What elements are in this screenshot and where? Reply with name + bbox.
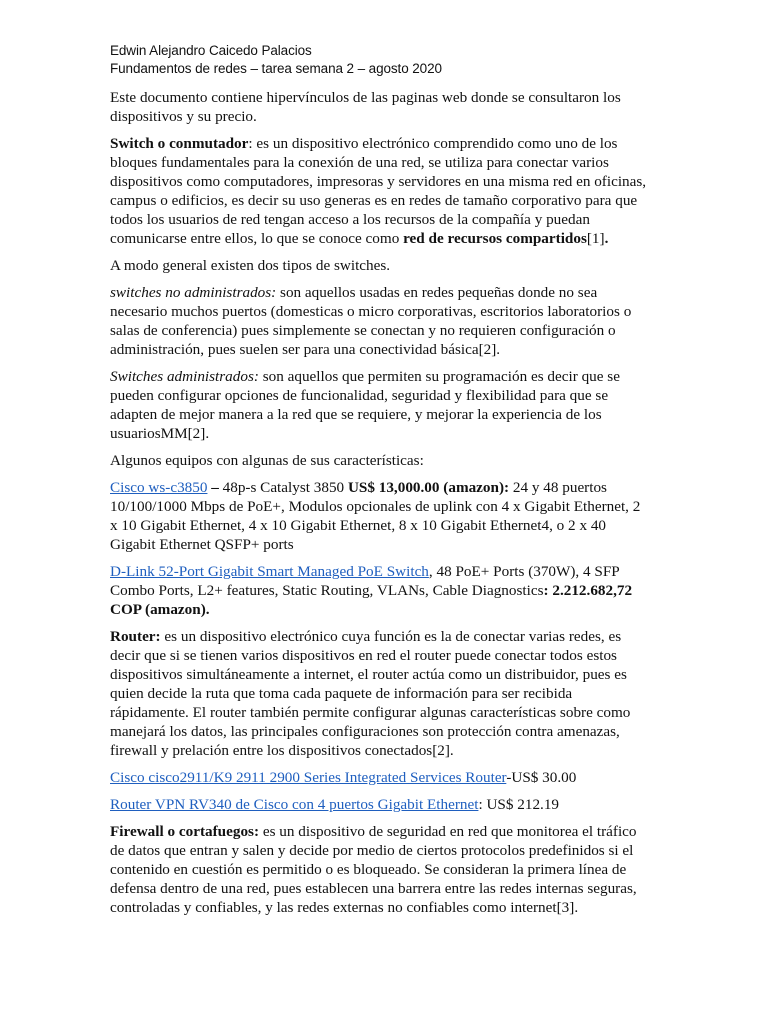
unmanaged-term: switches no administrados:	[110, 284, 277, 301]
dlink-switch-desc: , 48 PoE+ Ports (370W), 4 SFP Combo Ports, L2+ features, Static Routing, VLANs, Cable Diagnostics	[110, 563, 620, 599]
vpn-router-price: : US$ 212.19	[478, 796, 560, 813]
switch-paragraph	[110, 134, 650, 248]
vpn-router-paragraph	[110, 795, 650, 814]
router-text: es un dispositivo electrónico cuya función es la de conectar varias redes, es decir que si se tienen varios dispositivos en red el router puede conectar todos estos dispositivos simultáneamente a internet, el router actúa como un distribuidor, pues es quien decide la ruta que toma cada paquete de información para ser recibida rápidamente. El router también permite configurar algunas características sobre como manejará los datos, las principales configuraciones son protección contra amenazas, firewall y prelación entre los dispositivos conectados[2].	[110, 628, 631, 759]
unmanaged-text: son aquellos usadas en redes pequeñas donde no sea necesario muchos puertos (domesticas o micro corporativas, escritorios laboratorios o salas de conferencia) pues simplemente se conectan y no requieren configuración o administración, pues suelen ser para una conectividad básica[2].	[110, 284, 632, 358]
cisco-router-price: -US$ 30.00	[506, 769, 577, 786]
vpn-router-link[interactable]: Router VPN RV340 de Cisco con 4 puertos Gigabit Ethernet	[110, 796, 479, 813]
cisco-switch-dash: –	[207, 479, 223, 496]
cisco-switch-paragraph	[110, 478, 650, 554]
author-name: Edwin Alejandro Caicedo Palacios	[110, 43, 312, 58]
switch-ref: [1]	[586, 230, 605, 247]
switch-term: Switch o conmutador	[110, 135, 249, 152]
cisco-switch-desc: 24 y 48 puertos 10/100/1000 Mbps de PoE+, Modulos opcionales de uplink con 4 x Gigabit Ethernet, 2 x 10 Gigabit Ethernet, 4 x 10 Gigabit Ethernet, 8 x 10 Gigabit Ethernet4, o 2 x 40 Gigabit Ethernet QSFP+ ports	[110, 479, 641, 553]
course-line: Fundamentos de redes – tarea semana 2 – agosto 2020	[110, 61, 442, 76]
cisco-switch-price: US$ 13,000.00 (amazon):	[347, 479, 510, 496]
firewall-paragraph	[110, 822, 650, 917]
managed-paragraph	[110, 367, 650, 443]
firewall-text: es un dispositivo de seguridad en red que monitorea el tráfico de datos que entran y salen y decide por medio de ciertos protocolos predefinidos si el contenido en cuestión es permitido o es bloqueado. Se consideran la primera línea de defensa dentro de una red, pues establecen una barrera entre las redes internas seguras, controladas y confiables, y las redes externas no confiables como internet[3].	[110, 823, 637, 916]
dlink-switch-price: : 2.212.682,72 COP (amazon).	[110, 582, 633, 618]
cisco-router-link[interactable]: Cisco cisco2911/K9 2911 2900 Series Integrated Services Router	[110, 769, 507, 786]
unmanaged-paragraph	[110, 283, 650, 359]
document-page	[110, 42, 650, 925]
managed-term: Switches administrados:	[110, 368, 259, 385]
switch-end: .	[604, 230, 609, 247]
dlink-switch-link[interactable]: D-Link 52-Port Gigabit Smart Managed PoE Switch	[110, 563, 429, 580]
cisco-switch-link[interactable]: Cisco ws-c3850	[110, 479, 208, 496]
types-intro: A modo general existen dos tipos de switches.	[110, 257, 391, 274]
firewall-term: Firewall o cortafuegos:	[110, 823, 260, 840]
managed-text: son aquellos que permiten su programación es decir que se pueden configurar opciones de funcionalidad, seguridad y flexibilidad para que se adapten de mejor manera a la red que se requiere, y mejorar la experiencia de los usuariosMM[2].	[110, 368, 620, 442]
switch-emphasis: red de recursos compartidos	[403, 230, 587, 247]
cisco-router-paragraph	[110, 768, 650, 787]
cisco-switch-model: 48p-s Catalyst 3850	[222, 479, 348, 496]
intro-paragraph: Este documento contiene hipervínculos de las paginas web donde se consultaron los dispositivos y su precio.	[110, 89, 621, 125]
router-paragraph	[110, 627, 650, 760]
router-term: Router:	[110, 628, 161, 645]
switch-text: : es un dispositivo electrónico comprendido como uno de los bloques fundamentales para la conexión de una red, se utiliza para conectar varios dispositivos como computadores, impresoras y servidores en una misma red en oficinas, campus o edificios, es decir su uso generas es en redes de tamaño corporativo para que todos los usuarios de red tengan acceso a los recursos de la compañía y puedan comunicarse entre ellos, lo que se conoce como	[110, 135, 647, 247]
equipment-intro: Algunos equipos con algunas de sus características:	[110, 452, 424, 469]
dlink-switch-paragraph	[110, 562, 650, 619]
